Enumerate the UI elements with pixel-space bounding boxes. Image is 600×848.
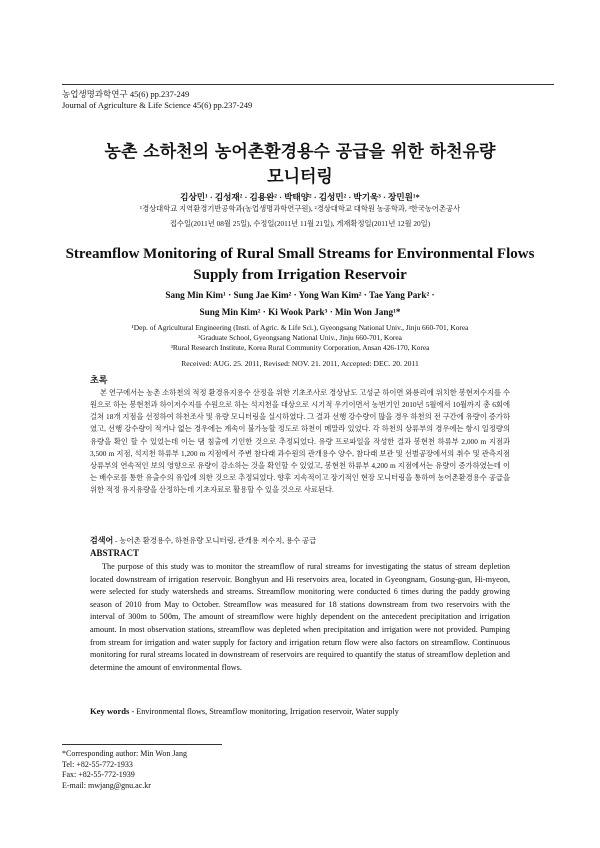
english-title-line1: Streamflow Monitoring of Rural Small Streams for Environmental Flows <box>65 246 535 262</box>
journal-info <box>62 89 252 111</box>
english-authors <box>40 287 560 321</box>
english-dates: Received: AUG. 25. 2011, Revised: NOV. 21. 2011, Accepted: DEC. 20. 2011 <box>181 359 419 368</box>
english-abstract-heading: ABSTRACT <box>90 548 140 558</box>
english-keywords <box>90 706 399 716</box>
korean-title-line2: 모니터링 <box>267 167 333 187</box>
email: E-mail: mwjang@gnu.ac.kr <box>62 780 151 790</box>
tel: Tel: +82-55-772-1933 <box>62 759 133 769</box>
footnote <box>62 749 187 791</box>
english-title-line2: Supply from Irrigation Reservoir <box>193 267 407 283</box>
english-affiliations <box>40 323 560 353</box>
english-keywords-label: Key words <box>90 706 130 716</box>
korean-affiliations: ¹경상대학교 지역환경기반공학과(농업생명과학연구원), ²경상대학교 대학원 농공학과, ³한국농어촌공사 <box>139 204 461 213</box>
korean-title-line1: 농촌 소하천의 농어촌환경용수 공급을 위한 하천유량 <box>104 142 496 162</box>
korean-authors: 김상민¹ · 김성재² · 김용완² · 박태양² · 김성민² · 박기욱³ · 장민원¹* <box>180 192 420 202</box>
korean-keywords-text: - 농어촌 환경용수, 하천유량 모니터링, 관개용 저수지, 용수 공급 <box>113 536 317 545</box>
english-abstract: The purpose of this study was to monitor the streamflow of rural streams for investigating the status of stream depletion located downstream of irrigation reservoir. Bonghyun and Hi reservoirs area, located in Gyeongnam, Gosung-gun, Hi-myeon, were selected for study watersheds and streams. Streamflow monitoring were conducted 6 times during the paddy growing season of 2010 from May to October. Streamflow was measured for 18 stations downstream from two reservoirs with the interval of 300m to 500m, The amount of streamflow were highly dependent on the antecedent precipitation and irrigation amount. In most observation stations, streamflow was depleted when precipitation and irrigation were not provided. Pumping from stream for irrigation and water supply for factory and irrigation return flow were also factors on streamflow. Continuous monitoring for rural streams located in downstream of reservoirs are required to quantify the status of streamflow depletion and determine the amount of environmental flows. <box>90 562 510 672</box>
korean-keywords <box>90 535 316 546</box>
fax: Fax: +82-55-772-1939 <box>62 770 135 779</box>
english-title <box>40 244 560 286</box>
english-keywords-text: - Environmental flows, Streamflow monitoring, Irrigation reservoir, Water supply <box>129 707 399 716</box>
korean-abstract: 본 연구에서는 농촌 소하천의 적정 환경유지용수 산정을 위한 기초조사로 경상남도 고성군 하이면 와룡리에 위치한 봉현저수지를 수원으로 하는 봉현천과 하이저수지를 수원으로 하는 석지천을 대상으로 시기적 우기이면서 농번기인 2010년 5월에서 10월까지 총 6회에 걸쳐 18개 지점을 선정하여 하천조사 및 유량 모니터링을 실시하였다. 그 결과 선행 강수량이 많을 경우 하천의 전 구간에 유량이 증가하였고, 선행 강수량이 적거나 없는 경우에는 계속이 불가능할 정도로 하천이 메말라 있었다. 각 하천의 상류부의 경우에는 항시 일정량의 유량을 확인 할 수 있었는데 이는 댐 침출에 기인한 것으로 추정되었다. 유량 프로파일을 작성한 결과 봉현천 하류부 2,000 m 지점과 3,500 m 지점, 석지천 하류부 1,200 m 지점에서 주변 참다래 과수원의 관개용수 양수, 참다래 보관 및 선별공장에서의 취수 및 관측지점 상류부의 연속적인 보의 영향으로 유량이 감소하는 것을 확인할 수 있었고, 봉현천 하류부 4,200 m 지점에서는 유량이 증가하였는데 이는 배수로를 통한 유출수의 유입에 의한 것으로 추정되었다. 향후 지속적이고 장기적인 현장 모니터링을 통하여 농어촌환경용수 공급을 위한 적정 유지유량을 산정하는데 기초자료로 활용할 수 있을 것으로 사료된다. <box>90 388 510 495</box>
english-authors-line1: Sang Min Kim¹ · Sung Jae Kim² · Yong Wan Kim² · Tae Yang Park² · <box>165 290 435 300</box>
affiliation-3: ³Rural Research Institute, Korea Rural Community Corporation, Ansan 426-170, Korea <box>170 343 430 352</box>
journal-korean: 농업생명과학연구 45(6) pp.237-249 <box>62 89 190 99</box>
korean-abstract-heading: 초록 <box>90 375 108 385</box>
footnote-rule <box>62 744 222 745</box>
korean-dates: 접수일(2011년 08월 25일), 수정일(2011년 11월 21일), 게재확정일(2011년 12월 20일) <box>169 219 431 228</box>
korean-keywords-label: 검색어 <box>90 536 114 545</box>
english-authors-line2: Sung Min Kim² · Ki Wook Park³ · Min Won Jang¹* <box>199 307 401 317</box>
korean-title <box>40 140 560 190</box>
journal-english: Journal of Agriculture & Life Science 45(6) pp.237-249 <box>62 100 253 110</box>
header-rule <box>62 84 554 85</box>
affiliation-2: ²Graduate School, Gyeongsang National Univ., Jinju 660-701, Korea <box>198 333 402 342</box>
corresponding-author: *Corresponding author: Min Won Jang <box>62 749 187 758</box>
affiliation-1: ¹Dep. of Agricultural Engineering (Insti. of Agric. & Life Sci.), Gyeongsang National Univ., Jinju 660-701, Korea <box>131 323 469 332</box>
